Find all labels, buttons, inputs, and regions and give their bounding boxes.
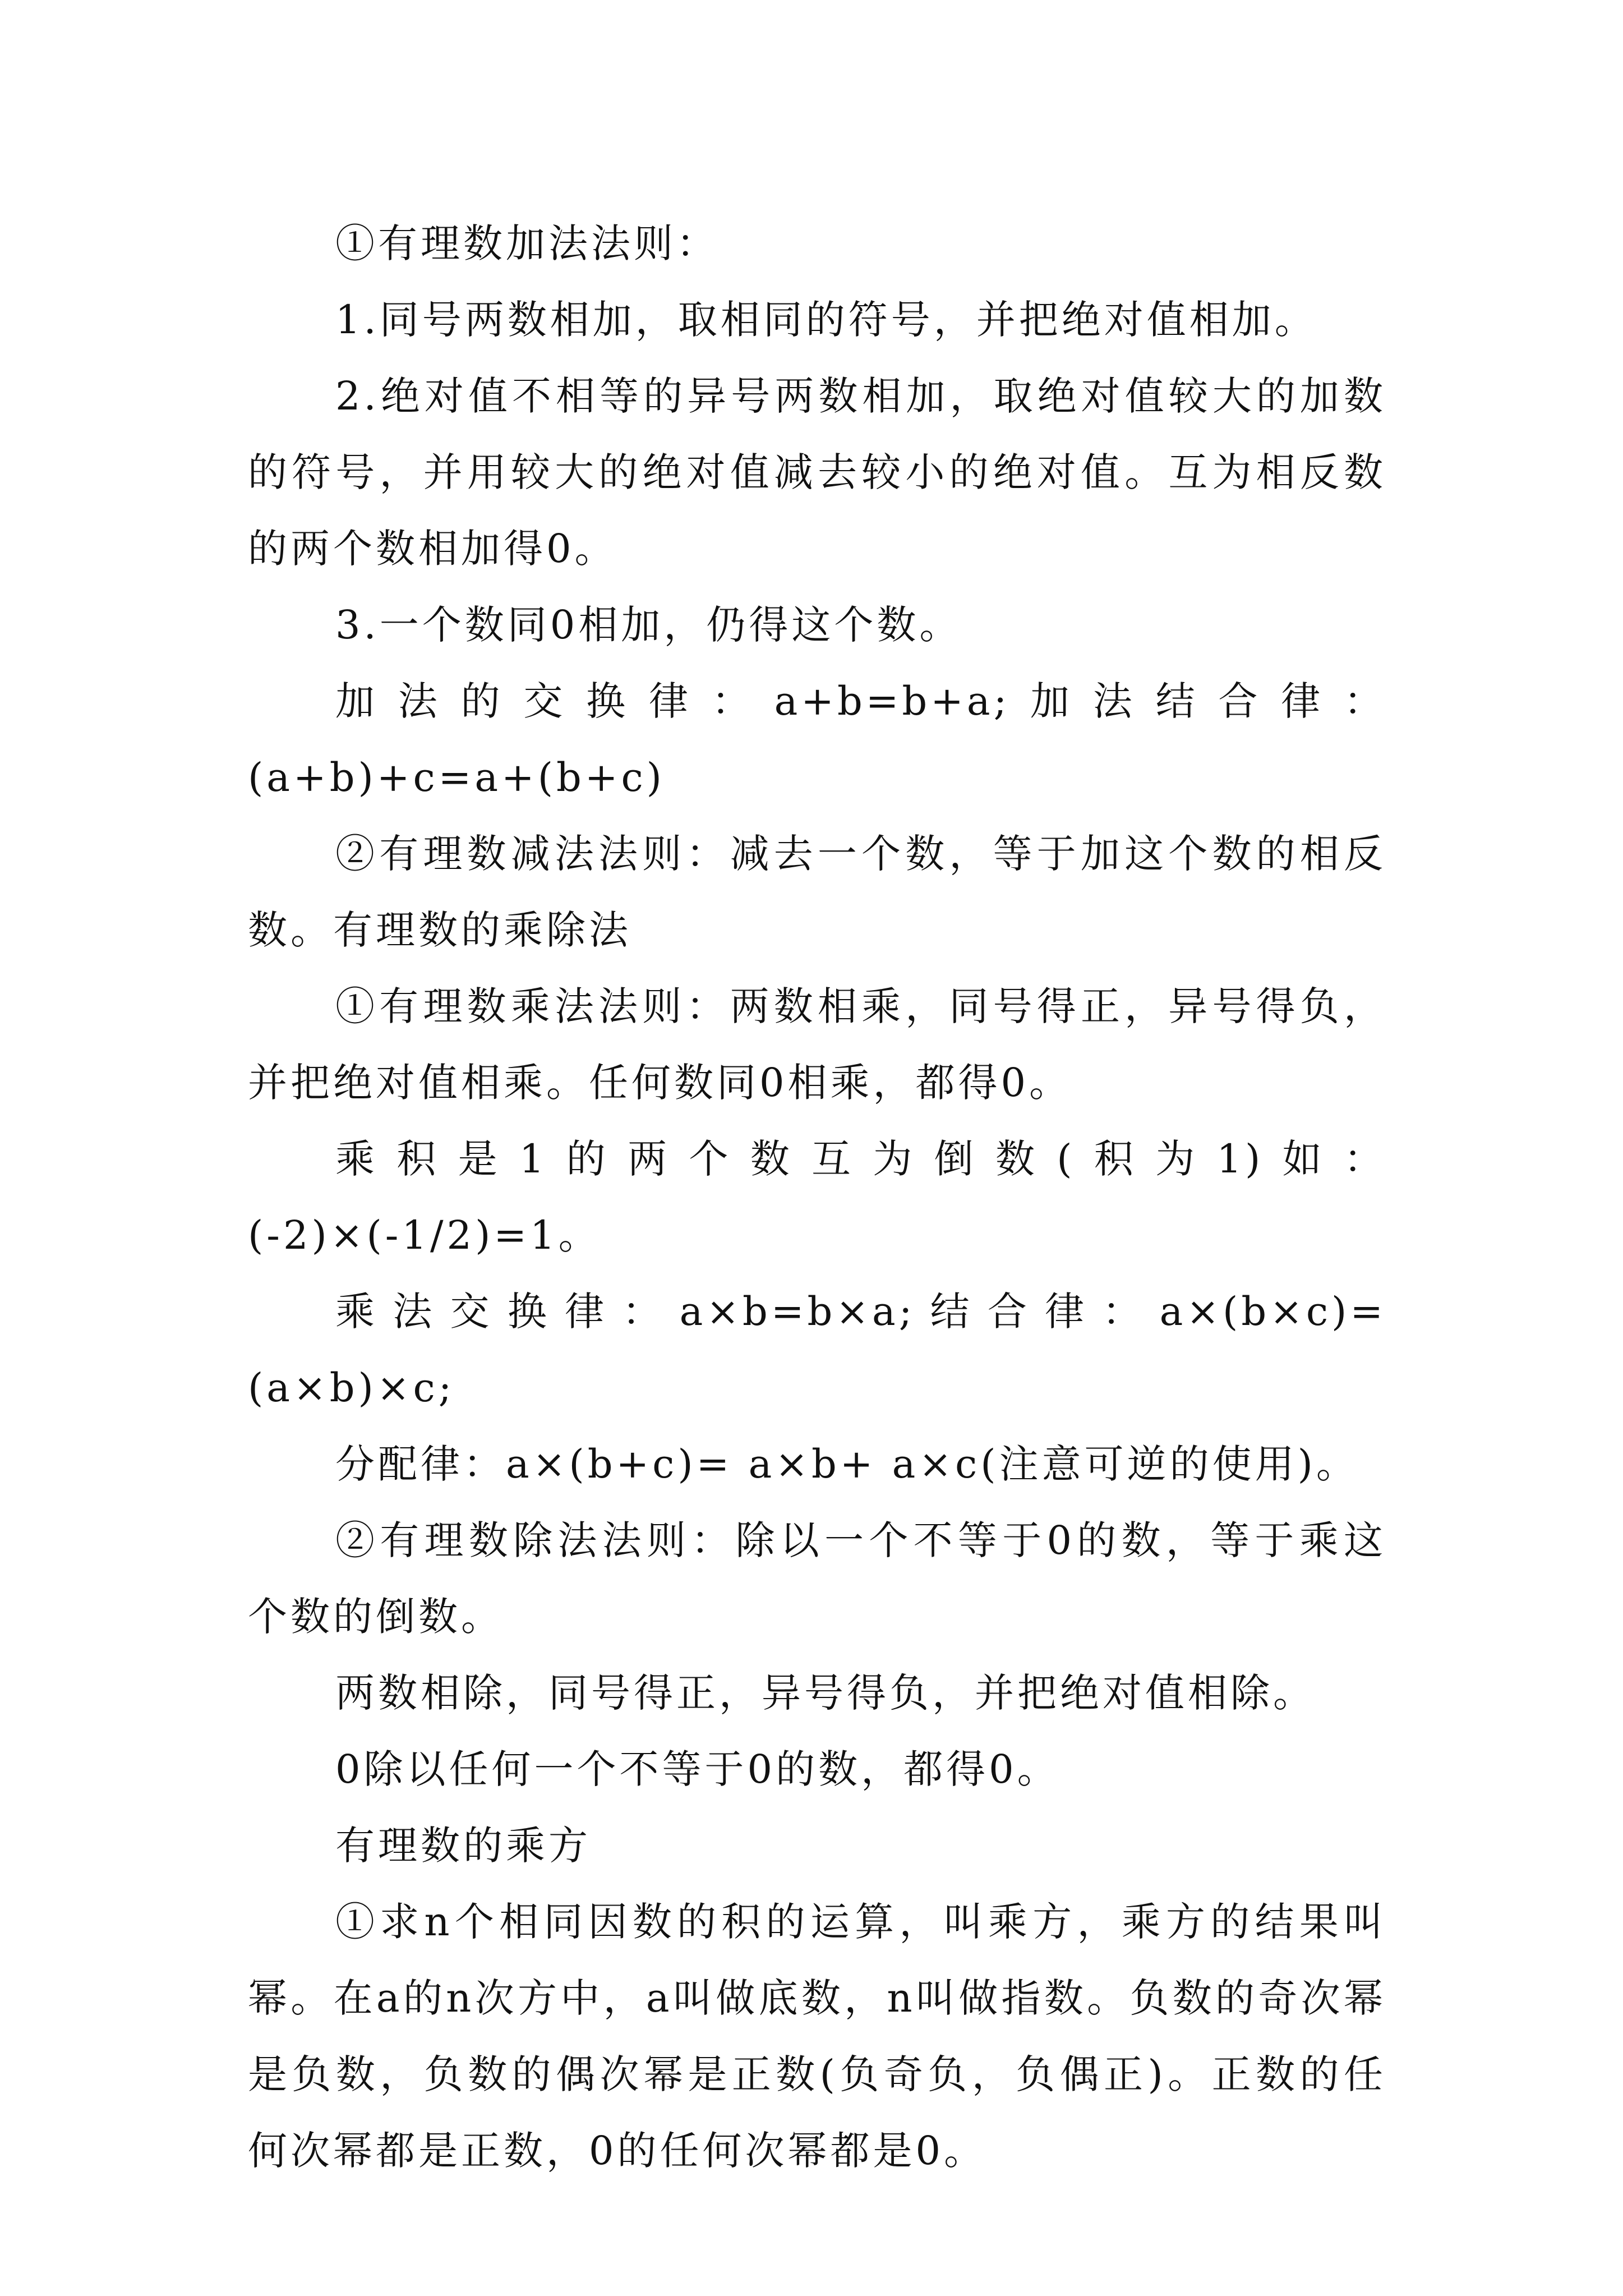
paragraph-addition-rule-heading: ①有理数加法法则： <box>335 220 719 266</box>
paragraph-multiplication-rule: ①有理数乘法法则：两数相乘，同号得正，异号得负，并把绝对值相乘。任何数同0相乘，都得0。 <box>248 983 1386 1106</box>
paragraph-division-signs: 两数相除，同号得正，异号得负，并把绝对值相除。 <box>335 1670 1316 1716</box>
paragraph-addition-rule-3: 3.一个数同0相加，仍得这个数。 <box>335 602 962 648</box>
paragraph-distributive-law: 分配律：a×(b+c)= a×b+ a×c(注意可逆的使用)。 <box>335 1441 1359 1487</box>
paragraph-reciprocal: 乘积是1的两个数互为倒数(积为1)如：(-2)×(-1/2)=1。 <box>248 1136 1386 1258</box>
paragraph-addition-laws: 加法的交换律：a+b=b+a;加法结合律：(a+b)+c=a+(b+c) <box>248 678 1386 800</box>
paragraph-multiplication-laws: 乘法交换律：a×b=b×a;结合律：a×(b×c)=(a×b)×c; <box>248 1289 1386 1411</box>
paragraph-division-rule: ②有理数除法法则：除以一个不等于0的数，等于乘这个数的倒数。 <box>248 1517 1386 1640</box>
paragraph-powers-definition: ①求n个相同因数的积的运算，叫乘方，乘方的结果叫幂。在a的n次方中，a叫做底数，n叫做指数。负数的奇次幂是负数，负数的偶次幂是正数(负奇负，负偶正)。正数的任何次幂都是正数，0的任何次幂都是0。 <box>248 1899 1386 2174</box>
paragraph-subtraction-rule: ②有理数减法法则：减去一个数，等于加这个数的相反数。有理数的乘除法 <box>248 831 1386 953</box>
document-body <box>248 205 1386 2189</box>
paragraph-addition-rule-1: 1.同号两数相加，取相同的符号，并把绝对值相加。 <box>335 297 1317 343</box>
paragraph-powers-heading: 有理数的乘方 <box>335 1823 591 1869</box>
paragraph-addition-rule-2: 2.绝对值不相等的异号两数相加，取绝对值较大的加数的符号，并用较大的绝对值减去较小的绝对值。互为相反数的两个数相加得0。 <box>248 373 1386 572</box>
paragraph-zero-division: 0除以任何一个不等于0的数，都得0。 <box>335 1746 1060 1792</box>
